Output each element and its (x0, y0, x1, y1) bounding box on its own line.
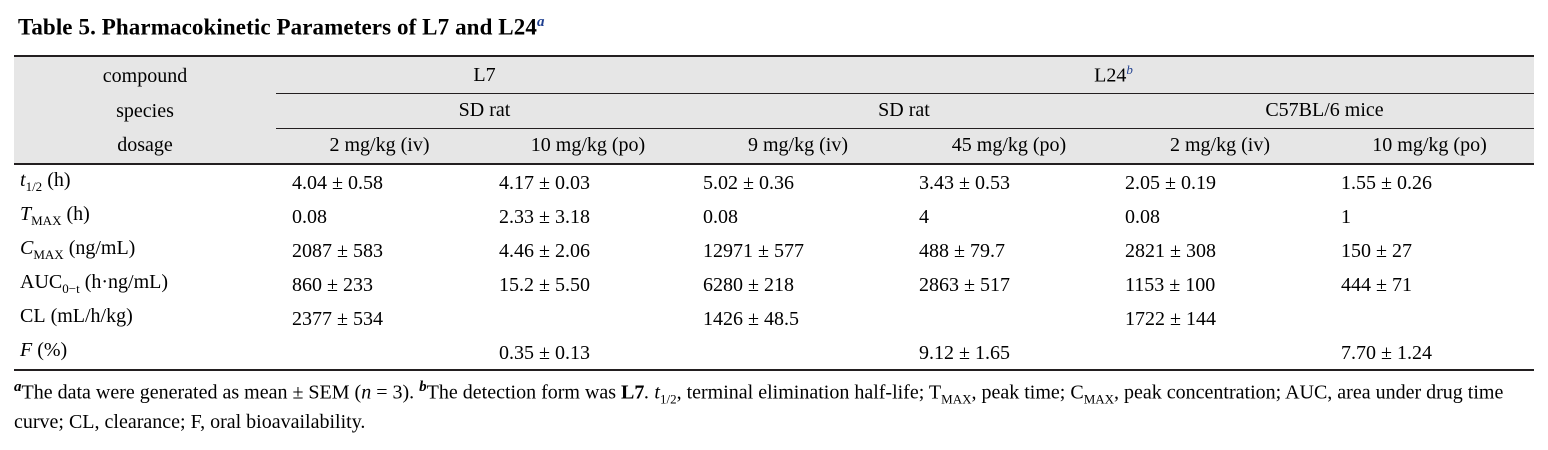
row-label-sub: 0−t (62, 281, 80, 297)
table-title-text: Table 5. Pharmacokinetic Parameters of L7 and L24 (18, 14, 537, 40)
footnote-sub3: MAX (1083, 391, 1115, 407)
cell-value: 15.2 ± 5.50 (483, 267, 693, 301)
row-label (14, 267, 276, 301)
table-row (14, 267, 1534, 301)
cell-value: 4.04 ± 0.58 (276, 164, 483, 199)
page-title (18, 14, 1534, 41)
cell-value (276, 335, 483, 370)
cell-value: 0.35 ± 0.13 (483, 335, 693, 370)
row-label-tail: (h) (42, 169, 71, 192)
footnote-sub2: MAX (941, 391, 972, 407)
header-compound-l7: L7 (276, 56, 693, 94)
cell-value: 444 ± 71 (1325, 267, 1534, 301)
header-compound-l24 (693, 56, 1534, 94)
footnote-bold-l7: L7 (621, 381, 645, 404)
header-dosage-6: 10 mg/kg (po) (1325, 129, 1534, 165)
header-species-sd-rat-l7: SD rat (276, 94, 693, 129)
header-species-sd-rat-l24: SD rat (693, 94, 1115, 129)
cell-value: 4.17 ± 0.03 (483, 164, 693, 199)
row-label-tail: (h) (61, 203, 90, 226)
row-label (14, 233, 276, 267)
header-species-mice-l24: C57BL/6 mice (1115, 94, 1534, 129)
cell-value: 2821 ± 308 (1115, 233, 1325, 267)
cell-value: 2377 ± 534 (276, 301, 483, 335)
cell-value: 2.05 ± 0.19 (1115, 164, 1325, 199)
cell-value: 1426 ± 48.5 (693, 301, 903, 335)
row-label-tail: (%) (32, 339, 68, 362)
header-dosage-2: 10 mg/kg (po) (483, 129, 693, 165)
footnote-part7: , peak concentration; AUC, area under drug time curve; CL, clearance; F, oral bioavailability. (14, 381, 1504, 433)
cell-value: 0.08 (1115, 199, 1325, 233)
header-label-compound: compound (14, 56, 276, 94)
table-row (14, 301, 1534, 335)
row-label-main: F (20, 339, 33, 362)
cell-value (483, 301, 693, 335)
footnote-part1: The data were generated as mean ± SEM ( (21, 381, 362, 404)
footnote-part2: = 3). (371, 381, 420, 404)
row-label-sub: MAX (33, 247, 64, 263)
row-label-main: C (20, 237, 34, 260)
header-dosage-1: 2 mg/kg (iv) (276, 129, 483, 165)
row-label (14, 335, 276, 370)
cell-value: 2863 ± 517 (903, 267, 1115, 301)
header-label-dosage: dosage (14, 129, 276, 165)
header-label-species: species (14, 94, 276, 129)
cell-value: 7.70 ± 1.24 (1325, 335, 1534, 370)
cell-value: 0.08 (693, 199, 903, 233)
header-row-dosage (14, 129, 1534, 165)
header-dosage-3: 9 mg/kg (iv) (693, 129, 903, 165)
footnote-italic-n: n (361, 381, 372, 404)
cell-value: 6280 ± 218 (693, 267, 903, 301)
cell-value (903, 301, 1115, 335)
table-row (14, 335, 1534, 370)
cell-value: 2.33 ± 3.18 (483, 199, 693, 233)
footnote-part5: , terminal elimination half-life; T (676, 381, 942, 404)
header-row-compound (14, 56, 1534, 94)
cell-value (1325, 301, 1534, 335)
cell-value: 4 (903, 199, 1115, 233)
cell-value: 12971 ± 577 (693, 233, 903, 267)
cell-value: 3.43 ± 0.53 (903, 164, 1115, 199)
table-row (14, 199, 1534, 233)
cell-value: 1 (1325, 199, 1534, 233)
table-row (14, 164, 1534, 199)
cell-value: 1722 ± 144 (1115, 301, 1325, 335)
row-label-tail: (ng/mL) (63, 237, 136, 260)
header-compound-l24-footnote: b (1126, 61, 1133, 77)
header-dosage-5: 2 mg/kg (iv) (1115, 129, 1325, 165)
cell-value: 1153 ± 100 (1115, 267, 1325, 301)
header-row-species (14, 94, 1534, 129)
row-label-tail: (mL/h/kg) (45, 305, 133, 328)
footnote-marker-a: a (14, 379, 22, 396)
cell-value: 0.08 (276, 199, 483, 233)
row-label-tail: (h·ng/mL) (79, 271, 168, 294)
row-label-sub: 1/2 (25, 179, 43, 195)
footnote-part4: . t (644, 381, 660, 404)
title-footnote-marker: a (536, 14, 545, 30)
row-label-main: T (20, 203, 32, 226)
footnote-part6: , peak time; C (971, 381, 1084, 404)
cell-value: 488 ± 79.7 (903, 233, 1115, 267)
cell-value (1115, 335, 1325, 370)
row-label-main: AUC (20, 271, 63, 294)
footnote-part3: The detection form was (426, 381, 622, 404)
cell-value: 860 ± 233 (276, 267, 483, 301)
cell-value: 9.12 ± 1.65 (903, 335, 1115, 370)
cell-value (693, 335, 903, 370)
cell-value: 5.02 ± 0.36 (693, 164, 903, 199)
row-label-sub: MAX (31, 213, 62, 229)
table-footnote (14, 377, 1534, 436)
pharmacokinetic-table (14, 55, 1534, 372)
row-label (14, 301, 276, 335)
cell-value: 150 ± 27 (1325, 233, 1534, 267)
footnote-sub1: 1/2 (659, 391, 677, 407)
header-dosage-4: 45 mg/kg (po) (903, 129, 1115, 165)
footnote-marker-b: b (419, 379, 427, 396)
row-label (14, 164, 276, 199)
row-label-main: t (20, 169, 26, 192)
cell-value: 1.55 ± 0.26 (1325, 164, 1534, 199)
row-label (14, 199, 276, 233)
cell-value: 4.46 ± 2.06 (483, 233, 693, 267)
cell-value: 2087 ± 583 (276, 233, 483, 267)
row-label-main: CL (20, 305, 46, 328)
header-compound-l24-text: L24 (1094, 64, 1127, 87)
table-row (14, 233, 1534, 267)
